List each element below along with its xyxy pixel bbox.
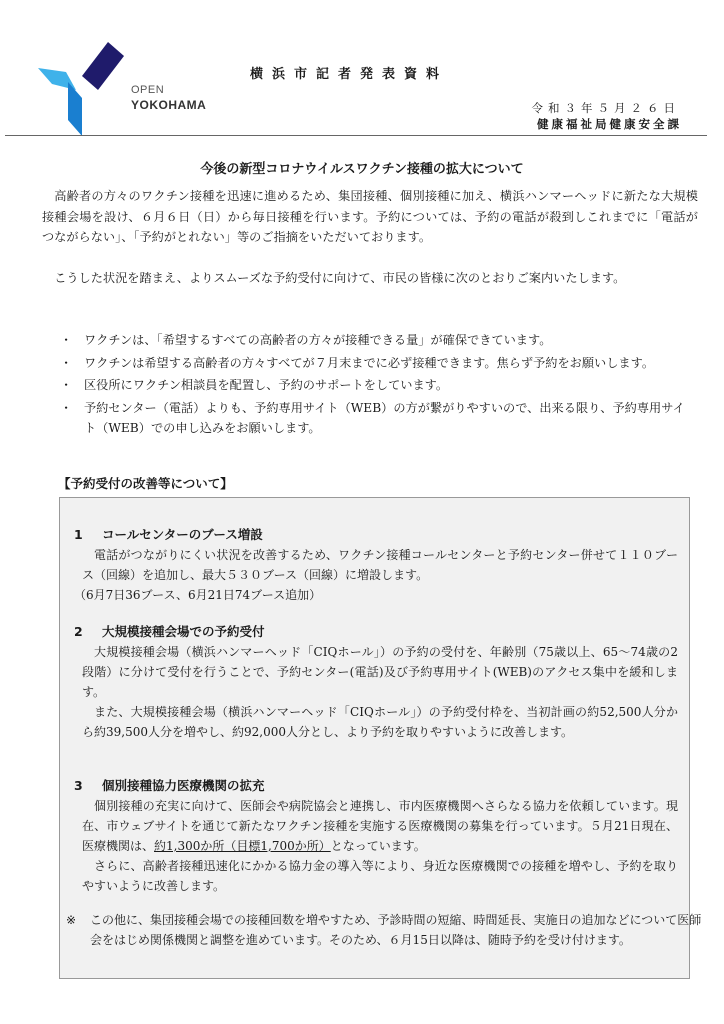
release-date: 令和３年５月２６日 [531, 101, 680, 115]
item-number: 3 [74, 778, 83, 793]
improvement-item-3 [74, 776, 678, 896]
section-heading: 【予約受付の改善等について】 [58, 476, 233, 491]
intro-paragraph-1: 高齢者の方々のワクチン接種を迅速に進めるため、集団接種、個別接種に加え、横浜ハンマーヘッドに新たな大規模接種会場を設け、６月６日（日）から毎日接種を行います。予約については、予約の電話が殺到しこれまでに「電話がつながらない」、「予約がとれない」等のご指摘をいただいております。 [42, 189, 698, 244]
item-body-text: 個別接種の充実に向けて、医師会や病院協会と連携し、市内医療機関へさらなる協力を依頼しています。現在、市ウェブサイトを通じて新たなワクチン接種を実施する医療機関の募集を行っています。５月21日現在、医療機関は、 [82, 799, 678, 853]
improvement-item-1 [74, 525, 678, 605]
list-item [56, 330, 696, 351]
item-title: コールセンターのブース増設 [102, 527, 263, 542]
item-heading [74, 776, 678, 796]
bullet-text: ワクチンは、「希望するすべての高齢者の方々が接種できる量」が確保できています。 [84, 333, 552, 347]
item-body-text: となっています。 [330, 839, 426, 853]
department-name: 健康福祉局健康安全課 [537, 117, 682, 131]
bullet-text: ワクチンは希望する高齢者の方々すべてが７月末までに必ず接種できます。焦らず予約をお願いします。 [84, 355, 655, 370]
logo-blue-stem [68, 82, 82, 136]
bullet-icon: ・ [60, 400, 73, 415]
bullet-icon: ・ [60, 333, 73, 347]
open-yokohama-logo [38, 38, 207, 138]
press-release-label: 横浜市記者発表資料 [250, 67, 449, 82]
footnote [66, 910, 702, 950]
item-body [74, 796, 678, 856]
logo-text-open: OPEN [131, 84, 165, 96]
logo-text-yokohama: YOKOHAMA [131, 98, 207, 112]
improvement-item-2 [74, 622, 678, 742]
item-body: さらに、高齢者接種迅速化にかかる協力金の導入等により、身近な医療機関での接種を増やし、予約を取りやすいように改善します。 [82, 859, 678, 893]
item-title: 大規模接種会場での予約受付 [102, 624, 265, 639]
item-heading [74, 622, 678, 642]
list-item [56, 375, 696, 396]
list-item [56, 398, 696, 439]
bullet-icon: ・ [60, 355, 73, 370]
bullet-icon: ・ [60, 378, 73, 392]
item-title: 個別接種協力医療機関の拡充 [102, 778, 265, 793]
reference-mark-icon: ※ [66, 913, 77, 927]
item-body: 大規模接種会場（横浜ハンマーヘッド「CIQホール」）の予約の受付を、年齢別（75歳以上、65～74歳の2段階）に分けて受付を行うことで、予約センター(電話)及び予約専用サイト(WEB)のアクセス集中を緩和します。 [82, 645, 678, 699]
intro-paragraph-2: こうした状況を踏まえ、よりスムーズな予約受付に向けて、市民の皆様に次のとおりご案内いたします。 [54, 271, 626, 285]
item-body: また、大規模接種会場（横浜ハンマーヘッド「CIQホール」）の予約受付枠を、当初計画の約52,500人分から約39,500人分を増やし、約92,000人分とし、より予約を取りやすいように改善します。 [82, 705, 678, 739]
list-item [56, 353, 696, 374]
item-body: 電話がつながりにくい状況を改善するため、ワクチン接種コールセンターと予約センター併せて１１０ブース（回線）を追加し、最大５３０ブース（回線）に増設します。 [82, 548, 678, 582]
key-points-list [56, 330, 696, 441]
item-number: 1 [74, 527, 83, 542]
document-title: 今後の新型コロナウイルスワクチン接種の拡大について [200, 162, 524, 177]
item-note: （6月7日36ブース、6月21日74ブース追加） [74, 588, 322, 602]
item-number: 2 [74, 624, 83, 639]
item-heading [74, 525, 678, 545]
improvements-box [59, 497, 702, 979]
underlined-figure: 約1,300か所（目標1,700か所） [154, 839, 331, 853]
footnote-text: この他に、集団接種会場での接種回数を増やすため、予診時間の短縮、時間延長、実施日の追加などについて医師会をはじめ関係機関と調整を進めています。そのため、６月15日以降は、随時予約を受け付けます。 [90, 913, 702, 947]
logo-navy-block [82, 42, 124, 90]
bullet-text: 区役所にワクチン相談員を配置し、予約のサポートをしています。 [84, 378, 449, 392]
header-divider [5, 135, 707, 136]
bullet-text: 予約センター（電話）よりも、予約専用サイト（WEB）の方が繋がりやすいので、出来る限り、予約専用サイト（WEB）での申し込みをお願いします。 [84, 400, 685, 435]
